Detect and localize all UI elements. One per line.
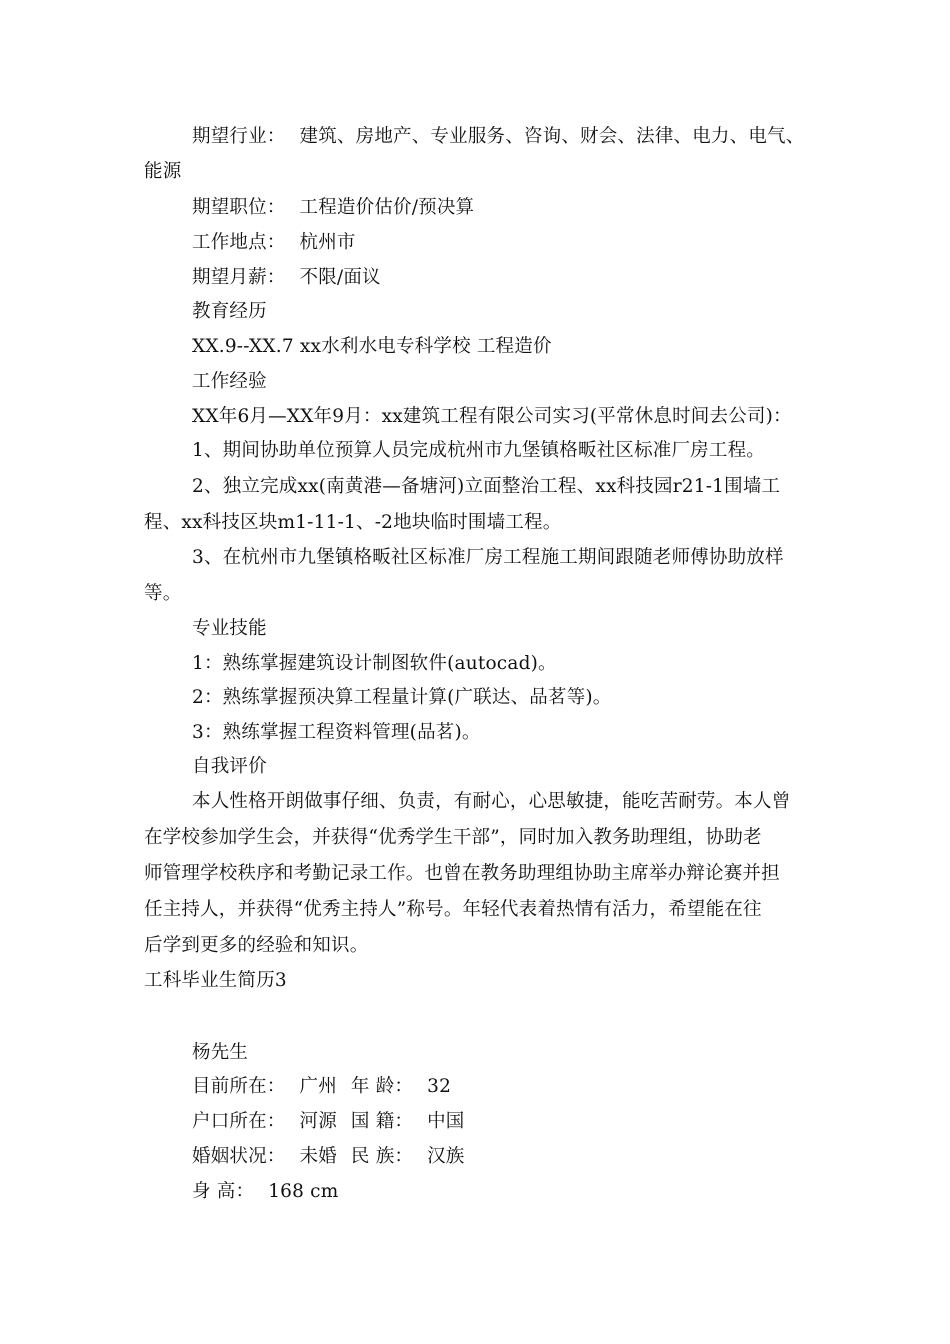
position-line	[192, 196, 474, 220]
position-label: 期望职位：	[192, 197, 286, 218]
skill-item-1: 1：熟练掌握建筑设计制图软件(autocad)。	[192, 653, 557, 674]
position-value: 工程造价估价/预决算	[299, 197, 475, 218]
self-eval-line-5: 后学到更多的经验和知识。	[144, 935, 369, 956]
salary-value: 不限/面议	[299, 267, 381, 288]
experience-intro: XX年6月—XX年9月：xx建筑工程有限公司实习(平常休息时间去公司)：	[192, 406, 792, 427]
education-heading: 教育经历	[192, 301, 267, 322]
hukou-line	[192, 1110, 465, 1134]
industry-label: 期望行业：	[192, 126, 286, 147]
current-location-value: 广州	[299, 1076, 337, 1097]
experience-item-2-continued: 程、xx科技区块m1-11-1、-2地块临时围墙工程。	[144, 512, 562, 533]
age-value: 32	[427, 1076, 452, 1097]
applicant-name: 杨先生	[192, 1042, 249, 1063]
experience-item-3-continued: 等。	[144, 583, 182, 604]
height-line	[192, 1180, 338, 1204]
education-entry: XX.9--XX.7 xx水利水电专科学校 工程造价	[192, 336, 552, 357]
height-label: 身 高：	[192, 1181, 255, 1202]
self-eval-line-1: 本人性格开朗做事仔细、负责，有耐心，心思敏捷，能吃苦耐劳。本人曾	[192, 791, 791, 812]
industry-value: 建筑、房地产、专业服务、咨询、财会、法律、电力、电气、	[299, 126, 805, 147]
self-eval-line-4: 任主持人，并获得“优秀主持人”称号。年轻代表着热情有活力，希望能在往	[144, 899, 762, 920]
ethnicity-value: 汉族	[427, 1146, 465, 1167]
height-value: 168 cm	[268, 1181, 339, 1202]
industry-line	[192, 125, 804, 149]
location-line	[192, 231, 356, 255]
skills-heading: 专业技能	[192, 618, 267, 639]
skill-item-3: 3：熟练掌握工程资料管理(品茗)。	[192, 722, 481, 743]
marital-label: 婚姻状况：	[192, 1146, 286, 1167]
salary-line	[192, 266, 381, 290]
age-label: 年 龄：	[350, 1076, 414, 1097]
skill-item-2: 2：熟练掌握预决算工程量计算(广联达、品茗等)。	[192, 687, 612, 708]
experience-heading: 工作经验	[192, 371, 267, 392]
nationality-label: 国 籍：	[350, 1111, 414, 1132]
marital-line	[192, 1145, 465, 1169]
resume-title: 工科毕业生简历3	[144, 970, 287, 991]
experience-item-2: 2、独立完成xx(南黄港—备塘河)立面整治工程、xx科技园r21-1围墙工	[192, 476, 781, 497]
salary-label: 期望月薪：	[192, 267, 286, 288]
self-eval-heading: 自我评价	[192, 756, 267, 777]
experience-item-1: 1、期间协助单位预算人员完成杭州市九堡镇格畈社区标准厂房工程。	[192, 440, 765, 461]
self-eval-line-2: 在学校参加学生会，并获得“优秀学生干部”，同时加入教务助理组，协助老	[144, 827, 762, 848]
hukou-value: 河源	[299, 1111, 337, 1132]
industry-value-continued: 能源	[144, 161, 182, 182]
experience-item-3: 3、在杭州市九堡镇格畈社区标准厂房工程施工期间跟随老师傅协助放样	[192, 547, 784, 568]
location-value: 杭州市	[299, 232, 356, 253]
nationality-value: 中国	[427, 1111, 465, 1132]
marital-value: 未婚	[299, 1146, 337, 1167]
self-eval-line-3: 师管理学校秩序和考勤记录工作。也曾在教务助理组协助主席举办辩论赛并担	[144, 863, 780, 884]
location-label: 工作地点：	[192, 232, 286, 253]
ethnicity-label: 民 族：	[350, 1146, 414, 1167]
hukou-label: 户口所在：	[192, 1111, 286, 1132]
current-location-line	[192, 1075, 451, 1099]
current-location-label: 目前所在：	[192, 1076, 286, 1097]
